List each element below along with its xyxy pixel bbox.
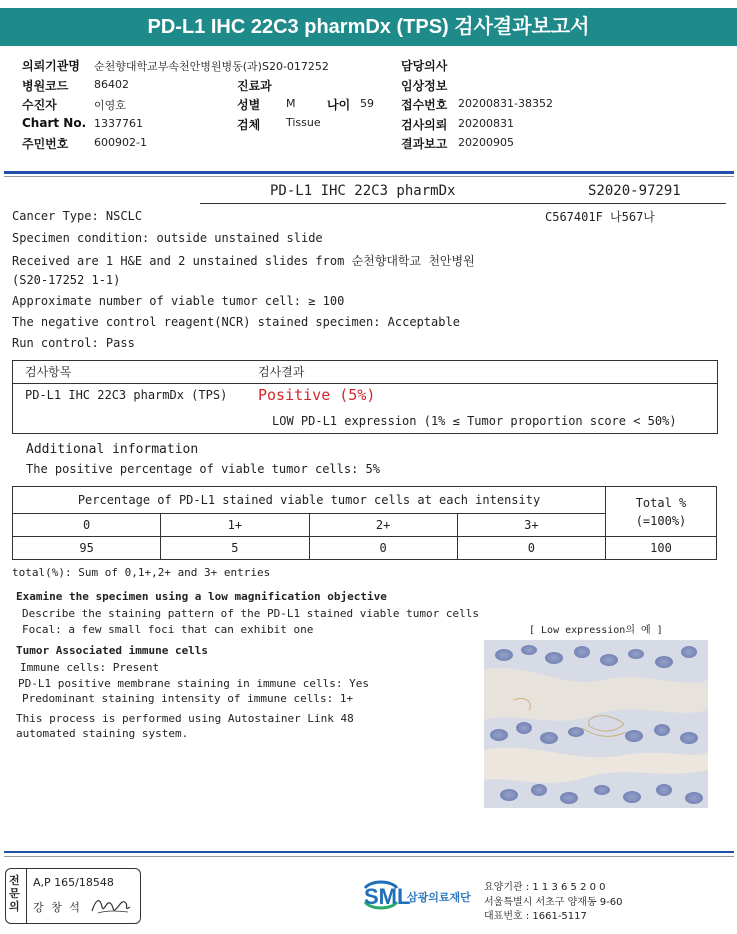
- report-line-specimen-condition: Specimen condition: outside unstained slide: [12, 231, 323, 245]
- stamp-divider: [26, 868, 27, 924]
- report-code: C567401F 나567나: [545, 210, 655, 224]
- chart-no-label: Chart No.: [22, 116, 87, 130]
- sex-label: 성별: [237, 98, 261, 112]
- intensity-col-1: 1+: [161, 514, 309, 537]
- total-header-line2: (=100%): [635, 513, 687, 528]
- resident-no-label: 주민번호: [22, 137, 69, 151]
- immune-title: Tumor Associated immune cells: [16, 644, 209, 657]
- org-phone: 대표번호 : 1661-5117: [484, 911, 587, 922]
- intensity-value-2: 0: [309, 537, 457, 560]
- age-label: 나이: [327, 98, 351, 112]
- report-date-label: 결과보고: [401, 137, 448, 151]
- specimen-value: Tissue: [286, 116, 321, 129]
- hospital-code-label: 병원코드: [22, 79, 69, 93]
- intensity-value-1: 5: [161, 537, 309, 560]
- age-value: 59: [360, 97, 374, 110]
- org-name: 삼광의료재단: [407, 891, 471, 904]
- footer-divider: [4, 851, 734, 853]
- intensity-col-0: 0: [13, 514, 161, 537]
- micrograph-image: [484, 640, 708, 808]
- sml-logo-text: SML: [364, 884, 411, 909]
- intensity-col-3: 3+: [457, 514, 605, 537]
- doctor-label: 담당의사: [401, 59, 448, 73]
- stamp-label: 전문의: [9, 874, 20, 913]
- low-mag-line2: Focal: a few small foci that can exhibit one: [22, 623, 314, 636]
- process-line1: This process is performed using Autostainer Link 48: [16, 712, 354, 725]
- request-date-label: 검사의뢰: [401, 118, 448, 132]
- resident-no-value: 600902-1: [94, 136, 147, 149]
- immune-line3: Predominant staining intensity of immune cells: 1+: [22, 692, 354, 705]
- result-box-divider: [12, 383, 718, 384]
- header-divider-thin: [4, 176, 734, 177]
- footer-divider-thin: [4, 856, 734, 857]
- chart-no-value: 1337761: [94, 117, 143, 130]
- result-value-positive: Positive (5%): [258, 386, 376, 404]
- report-line-run-control: Run control: Pass: [12, 336, 135, 350]
- intensity-value-0: 95: [13, 537, 161, 560]
- report-line-cancer-type: Cancer Type: NSCLC: [12, 209, 143, 223]
- result-item: PD-L1 IHC 22C3 pharmDx (TPS): [25, 388, 228, 402]
- sex-value: M: [286, 97, 296, 110]
- immune-line2: PD-L1 positive membrane staining in immune cells: Yes: [18, 677, 369, 690]
- org-address: 서울특별시 서초구 양재동 9-60: [484, 897, 623, 908]
- report-line-ncr: The negative control reagent(NCR) stained specimen: Acceptable: [12, 315, 460, 329]
- report-line-viable-cells: Approximate number of viable tumor cell: ≥ 100: [12, 294, 345, 308]
- clinical-info-label: 임상정보: [401, 79, 448, 93]
- additional-title: Additional information: [26, 442, 199, 457]
- org-code: 요양기관 : 1 1 3 6 5 2 0 0: [484, 882, 606, 893]
- intensity-table-header: Percentage of PD-L1 stained viable tumor cells at each intensity: [13, 487, 606, 514]
- institution-value: 순천향대학교부속천안병원병동(과)S20-017252: [94, 60, 329, 73]
- intensity-table-note: total(%): Sum of 0,1+,2+ and 3+ entries: [12, 566, 271, 579]
- accession-no-value: 20200831-38352: [458, 97, 553, 110]
- stamp-line1: A,P 165/18548: [33, 876, 114, 889]
- low-mag-line1: Describe the staining pattern of the PD-L1 stained viable tumor cells: [22, 607, 479, 620]
- intensity-table: [12, 486, 717, 560]
- total-header: [606, 487, 717, 537]
- report-line-specimen-id: (S20-17252 1-1): [12, 273, 121, 287]
- hospital-code-value: 86402: [94, 78, 129, 91]
- additional-text: The positive percentage of viable tumor cells: 5%: [26, 462, 381, 476]
- institution-label: 의뢰기관명: [22, 59, 80, 73]
- micrograph-drawing: [484, 640, 708, 808]
- intensity-col-2: 2+: [309, 514, 457, 537]
- process-line2: automated staining system.: [16, 727, 189, 740]
- result-col-item: 검사항목: [25, 365, 72, 379]
- intensity-total: 100: [606, 537, 717, 560]
- specimen-label: 검체: [237, 118, 261, 132]
- intensity-value-3: 0: [457, 537, 605, 560]
- image-caption: [ Low expression의 예 ]: [529, 625, 663, 636]
- low-mag-title: Examine the specimen using a low magnification objective: [16, 590, 387, 603]
- accession-no-label: 접수번호: [401, 98, 448, 112]
- immune-line1: Immune cells: Present: [20, 661, 160, 674]
- result-expression: LOW PD-L1 expression (1% ≤ Tumor proportion score < 50%): [272, 414, 677, 428]
- test-title: PD-L1 IHC 22C3 pharmDx: [270, 183, 456, 199]
- case-number: S2020-97291: [588, 183, 681, 199]
- total-header-line1: Total %: [635, 495, 687, 510]
- header-divider: [4, 171, 734, 174]
- signature-image: [90, 893, 132, 917]
- patient-label: 수진자: [22, 98, 57, 112]
- patient-value: 이영호: [94, 99, 126, 112]
- report-line-received: Received are 1 H&E and 2 unstained slides from 순천향대학교 천안병원: [12, 254, 475, 268]
- stamp-line2: 강 창 석: [33, 901, 82, 914]
- result-col-result: 검사결과: [258, 365, 305, 379]
- title-underline: [200, 203, 726, 204]
- request-date-value: 20200831: [458, 117, 514, 130]
- report-title-banner: PD-L1 IHC 22C3 pharmDx (TPS) 검사결과보고서: [0, 8, 737, 46]
- department-label: 진료과: [237, 79, 272, 93]
- report-date-value: 20200905: [458, 136, 514, 149]
